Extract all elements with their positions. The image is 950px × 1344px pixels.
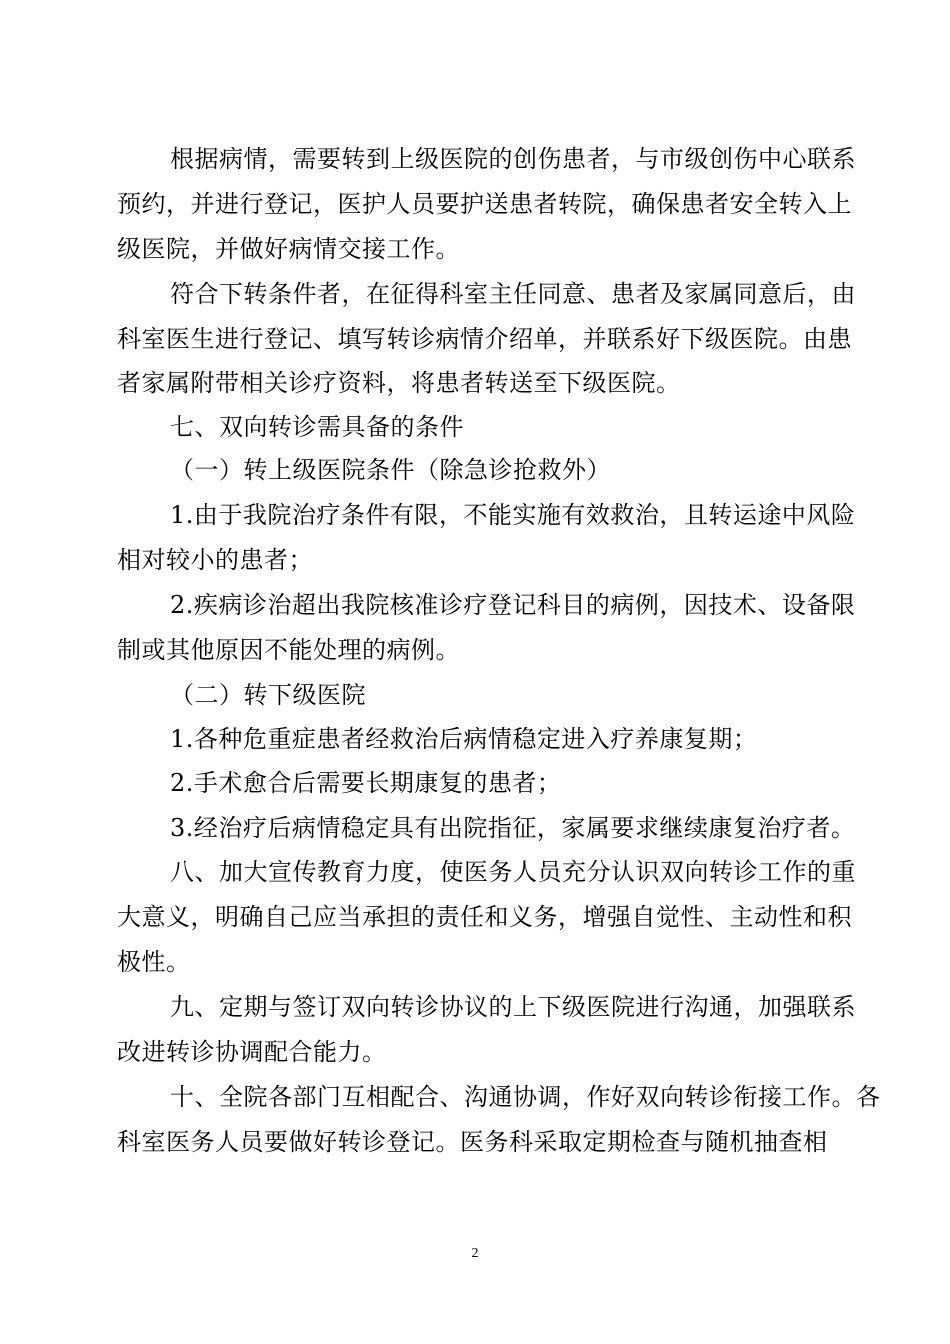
list-item: 3.经治疗后病情稳定具有出院指征，家属要求继续康复治疗者。 (170, 814, 856, 842)
list-item: 2.手术愈合后需要长期康复的患者； (170, 769, 562, 797)
text-line: 科室医生进行登记、填写转诊病情介绍单，并联系好下级医院。由患 (117, 325, 852, 353)
text-line: 科室医务人员要做好转诊登记。医务科采取定期检查与随机抽查相 (117, 1128, 828, 1156)
text-line: 九、定期与签订双向转诊协议的上下级医院进行沟通，加强联系 (170, 993, 856, 1021)
text-line: 级医院，并做好病情交接工作。 (117, 235, 460, 263)
text-line: 大意义，明确自己应当承担的责任和义务，增强自觉性、主动性和积 (117, 903, 852, 931)
text-line: 十、全院各部门互相配合、沟通协调，作好双向转诊衔接工作。各 (170, 1083, 881, 1111)
subsection-heading: （二）转下级医院 (170, 681, 366, 709)
text-line: 预约，并进行登记，医护人员要护送患者转院，确保患者安全转入上 (117, 190, 852, 218)
text-line: 八、加大宣传教育力度，使医务人员充分认识双向转诊工作的重 (170, 858, 856, 886)
text-line: 制或其他原因不能处理的病例。 (117, 636, 460, 664)
page-number: 2 (471, 1246, 479, 1261)
list-item: 2.疾病诊治超出我院核准诊疗登记科目的病例，因技术、设备限 (170, 591, 856, 619)
text-line: 极性。 (117, 948, 191, 976)
text-line: 根据病情，需要转到上级医院的创伤患者，与市级创伤中心联系 (170, 145, 856, 173)
text-line: 改进转诊协调配合能力。 (117, 1038, 387, 1066)
text-line: 者家属附带相关诊疗资料，将患者转送至下级医院。 (117, 369, 681, 397)
list-item: 1.各种危重症患者经救治后病情稳定进入疗养康复期； (170, 725, 758, 753)
text-line: 符合下转条件者，在征得科室主任同意、患者及家属同意后，由 (170, 280, 856, 308)
subsection-heading: （一）转上级医院条件（除急诊抢救外） (170, 456, 611, 484)
list-item: 1.由于我院治疗条件有限，不能实施有效救治，且转运途中风险 (170, 501, 856, 529)
text-line: 相对较小的患者； (117, 546, 313, 574)
section-heading: 七、双向转诊需具备的条件 (170, 413, 464, 441)
